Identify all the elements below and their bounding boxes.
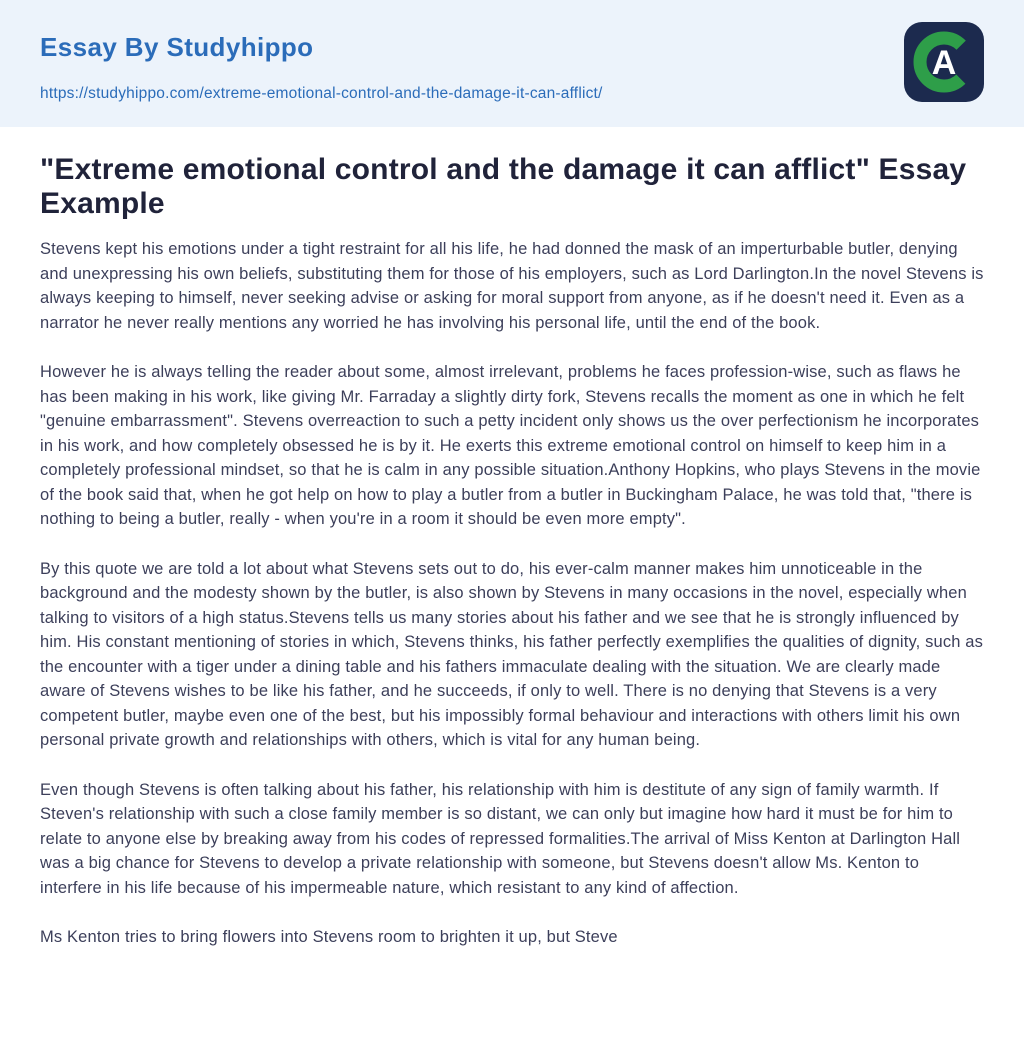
page-url-link[interactable]: https://studyhippo.com/extreme-emotional-control-and-the-damage-it-can-afflict/	[40, 85, 603, 102]
header-texts	[40, 20, 603, 103]
article-paragraph: Ms Kenton tries to bring flowers into Stevens room to brighten it up, but Steve	[40, 928, 618, 946]
article-paragraph: By this quote we are told a lot about what Stevens sets out to do, his ever-calm manner makes him unnoticeable in the background and the modesty shown by the butler, is also shown by Stevens in many occasions in the novel, especially when talking to visitors of a high status.Stevens tells us many stories about his father and we see that he is strongly influenced by him. His constant mentioning of stories in which, Stevens thinks, his father perfectly exemplifies the qualities of dignity, such as the encounter with a tiger under a dining table and his fathers immaculate dealing with the situation. We are clearly made aware of Stevens wishes to be like his father, and he succeeds, if only to well. There is no denying that Stevens is a very competent butler, maybe even one of the best, but his impossibly formal behaviour and interactions with others limit his own personal private growth and relationships with others, which is vital for any human being.	[40, 559, 984, 749]
studyhippo-logo-icon	[904, 22, 984, 102]
article-paragraph: Even though Stevens is often talking about his father, his relationship with him is destitute of any sign of family warmth. If Steven's relationship with such a close family member is so distant, we can only but imagine how hard it must be for him to relate to anyone else by breaking away from his codes of repressed formalities.The arrival of Miss Kenton at Darlington Hall was a big chance for Stevens to develop a private relationship with someone, but Stevens doesn't allow Ms. Kenton to interfere in his life because of his impermeable nature, which resistant to any kind of affection.	[40, 780, 961, 897]
svg-text:A: A	[931, 44, 957, 82]
article-paragraph: However he is always telling the reader about some, almost irrelevant, problems he faces profession-wise, such as flaws he has been making in his work, like giving Mr. Farraday a slightly dirty fork, Stevens recalls the moment as one in which he felt "genuine embarrassment". Stevens overreaction to such a petty incident only shows us the over perfectionism he incorporates in his work, and how completely obsessed he is by it. He exerts this extreme emotional control on himself to keep him in a completely professional mindset, so that he is calm in any possible situation.Anthony Hopkins, who plays Stevens in the movie of the book said that, when he got help on how to play a butler from a butler in Buckingham Palace, he was told that, "there is nothing to being a butler, really - when you're in a room it should be even more empty".	[40, 363, 981, 528]
article-title: "Extreme emotional control and the damage it can afflict" Essay Example	[40, 153, 967, 220]
site-header	[0, 0, 1024, 127]
site-title: Essay By Studyhippo	[40, 32, 314, 62]
article-paragraph: Stevens kept his emotions under a tight restraint for all his life, he had donned the mask of an imperturbable butler, denying and unexpressing his own beliefs, substituting them for those of his employers, such as Lord Darlington.In the novel Stevens is always keeping to himself, never seeking advise or asking for moral support from anyone, as if he doesn't need it. Even as a narrator he never really mentions any worried he has involving his personal life, until the end of the book.	[40, 240, 984, 332]
article	[0, 127, 1024, 980]
